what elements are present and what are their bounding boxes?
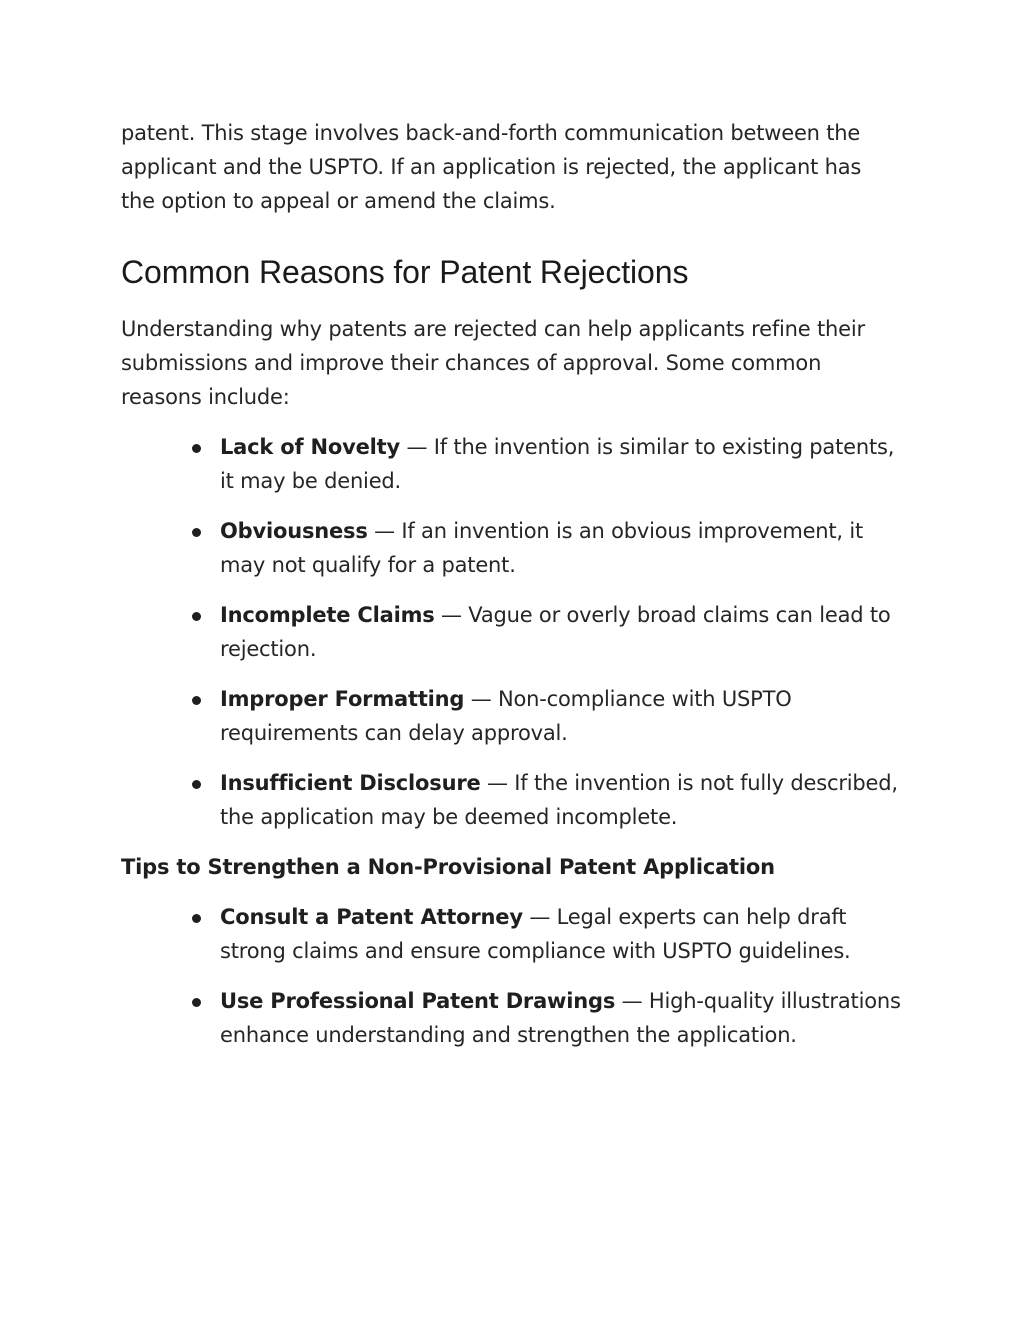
list-item-description: — If an invention is an obvious improvement, it may not qualify for a patent.: [220, 519, 864, 577]
list-item-description: — If the invention is similar to existing patents, it may be denied.: [220, 435, 895, 493]
list-item: [121, 984, 901, 1052]
bullet-icon: [192, 914, 201, 923]
list-item-term: Use Professional Patent Drawings: [220, 989, 616, 1013]
list-item: [121, 900, 901, 968]
list-item: [121, 682, 901, 750]
tips-list: [121, 900, 901, 1052]
bullet-icon: [192, 444, 201, 453]
list-item-term: Obviousness: [220, 519, 368, 543]
list-item: [121, 430, 901, 498]
list-item-term: Insufficient Disclosure: [220, 771, 481, 795]
list-item-term: Consult a Patent Attorney: [220, 905, 523, 929]
list-item-description: — Non-compliance with USPTO requirements can delay approval.: [220, 687, 792, 745]
rejections-list: [121, 430, 901, 834]
rejections-heading: Common Reasons for Patent Rejections: [121, 254, 689, 290]
document-content: [121, 116, 901, 1068]
list-item-term: Incomplete Claims: [220, 603, 435, 627]
list-item-term: Lack of Novelty: [220, 435, 401, 459]
list-item-description: — If the invention is not fully described, the application may be deemed incomplete.: [220, 771, 898, 829]
bullet-icon: [192, 998, 201, 1007]
rejections-intro: Understanding why patents are rejected can help applicants refine their submissions and improve their chances of approval. Some common reasons include:: [121, 317, 865, 409]
list-item-description: — Legal experts can help draft strong claims and ensure compliance with USPTO guidelines.: [220, 905, 851, 963]
tips-heading: Tips to Strengthen a Non-Provisional Patent Application: [121, 855, 775, 879]
bullet-icon: [192, 528, 201, 537]
bullet-icon: [192, 780, 201, 789]
list-item: [121, 514, 901, 582]
bullet-icon: [192, 696, 201, 705]
bullet-icon: [192, 612, 201, 621]
list-item: [121, 766, 901, 834]
list-item-term: Improper Formatting: [220, 687, 465, 711]
list-item: [121, 598, 901, 666]
list-item-description: — High-quality illustrations enhance understanding and strengthen the application.: [220, 989, 901, 1047]
intro-paragraph: patent. This stage involves back-and-forth communication between the applicant and the USPTO. If an application is rejected, the applicant has the option to appeal or amend the claims.: [121, 121, 862, 213]
list-item-description: — Vague or overly broad claims can lead to rejection.: [220, 603, 891, 661]
